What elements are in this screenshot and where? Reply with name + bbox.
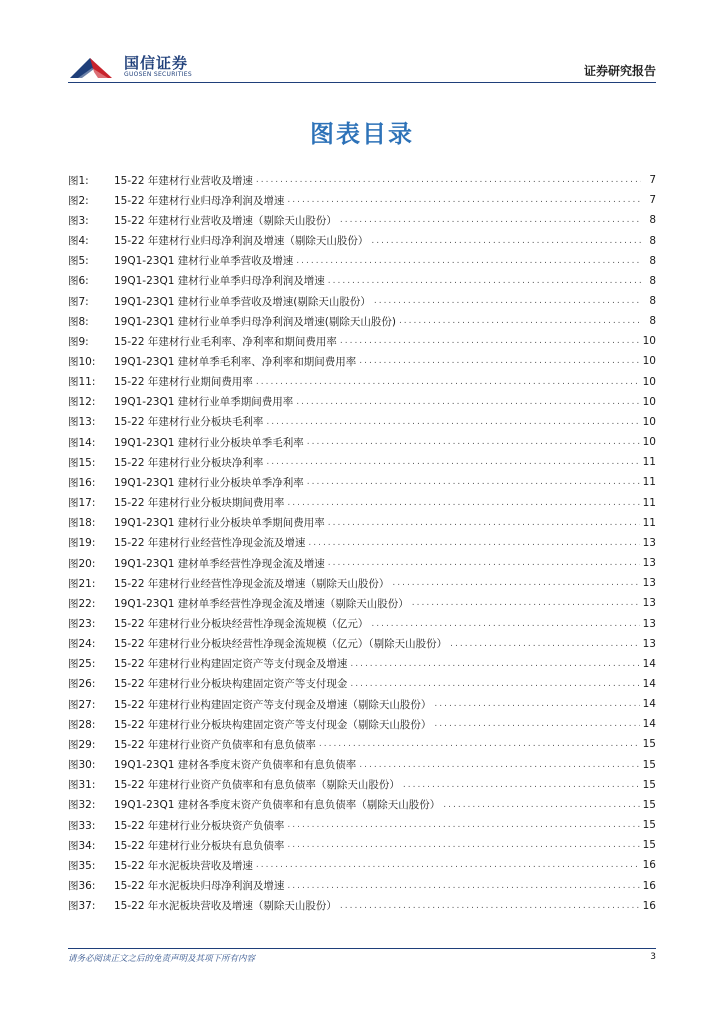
toc-entry-number: 图33: bbox=[68, 819, 96, 832]
toc-entry-title: 15-22 年建材行业构建固定资产等支付现金及增速（剔除天山股份） bbox=[114, 698, 432, 711]
toc-dot-leader bbox=[287, 840, 639, 850]
toc-entry[interactable] bbox=[68, 392, 656, 412]
toc-entry-title: 15-22 年建材行业归母净利润及增速（剔除天山股份） bbox=[114, 235, 369, 248]
toc-entry[interactable] bbox=[68, 493, 656, 513]
header-divider bbox=[68, 82, 656, 83]
toc-entry-title: 15-22 年建材行业营收及增速 bbox=[114, 174, 253, 187]
toc-entry-page: 8 bbox=[649, 315, 656, 328]
page-header bbox=[68, 50, 656, 84]
toc-entry[interactable] bbox=[68, 190, 656, 210]
toc-entry-title: 15-22 年建材行业分板块经营性净现金流规模（亿元）（剔除天山股份） bbox=[114, 638, 448, 651]
toc-entry-number: 图15: bbox=[68, 456, 96, 469]
toc-dot-leader bbox=[450, 639, 640, 649]
toc-entry-page: 11 bbox=[642, 496, 656, 509]
toc-entry-page: 8 bbox=[649, 254, 656, 267]
toc-entry-title: 15-22 年建材行业分板块有息负债率 bbox=[114, 839, 285, 852]
toc-dot-leader bbox=[287, 195, 641, 205]
guosen-logo-icon bbox=[68, 52, 122, 82]
footer-divider bbox=[68, 948, 656, 949]
toc-entry[interactable] bbox=[68, 896, 656, 916]
toc-entry[interactable] bbox=[68, 513, 656, 533]
toc-entry-page: 13 bbox=[642, 557, 656, 570]
toc-dot-leader bbox=[359, 356, 639, 366]
toc-dot-leader bbox=[328, 558, 640, 568]
toc-entry-title: 15-22 年建材行业资产负债率和有息负债率（剔除天山股份） bbox=[114, 779, 400, 792]
toc-entry-page: 16 bbox=[642, 859, 656, 872]
toc-entry-page: 15 bbox=[642, 738, 656, 751]
toc-entry[interactable] bbox=[68, 875, 656, 895]
toc-entry[interactable] bbox=[68, 291, 656, 311]
toc-entry-number: 图18: bbox=[68, 517, 96, 530]
toc-entry[interactable] bbox=[68, 452, 656, 472]
toc-entry-title: 19Q1-23Q1 建材行业分板块单季净利率 bbox=[114, 476, 304, 489]
toc-entry-number: 图27: bbox=[68, 698, 96, 711]
toc-entry-number: 图12: bbox=[68, 396, 96, 409]
toc-entry[interactable] bbox=[68, 815, 656, 835]
toc-entry-title: 19Q1-23Q1 建材行业单季期间费用率 bbox=[114, 396, 294, 409]
toc-entry-number: 图13: bbox=[68, 416, 96, 429]
logo-english-name: GUOSEN SECURITIES bbox=[124, 71, 193, 78]
toc-entry-number: 图9: bbox=[68, 335, 89, 348]
toc-entry-page: 11 bbox=[642, 456, 656, 469]
toc-dot-leader bbox=[412, 598, 640, 608]
toc-entry-page: 13 bbox=[642, 536, 656, 549]
toc-entry-page: 14 bbox=[642, 657, 656, 670]
toc-dot-leader bbox=[371, 236, 641, 246]
toc-entry-number: 图34: bbox=[68, 839, 96, 852]
toc-dot-leader bbox=[266, 417, 639, 427]
toc-entry-page: 10 bbox=[642, 335, 656, 348]
toc-entry[interactable] bbox=[68, 331, 656, 351]
toc-entry-number: 图22: bbox=[68, 597, 96, 610]
toc-entry-title: 15-22 年建材行业分板块资产负债率 bbox=[114, 819, 285, 832]
toc-entry-title: 15-22 年建材行业经营性净现金流及增速（剔除天山股份） bbox=[114, 577, 390, 590]
toc-entry[interactable] bbox=[68, 593, 656, 613]
toc-dot-leader bbox=[296, 256, 641, 266]
toc-entry-title: 15-22 年水泥板块营收及增速（剔除天山股份） bbox=[114, 900, 337, 913]
toc-entry-page: 10 bbox=[642, 355, 656, 368]
toc-dot-leader bbox=[307, 477, 640, 487]
toc-entry-page: 7 bbox=[649, 194, 656, 207]
toc-entry[interactable] bbox=[68, 553, 656, 573]
toc-entry[interactable] bbox=[68, 210, 656, 230]
toc-entry-number: 图20: bbox=[68, 557, 96, 570]
toc-entry[interactable] bbox=[68, 855, 656, 875]
toc-dot-leader bbox=[340, 901, 640, 911]
toc-entry-number: 图25: bbox=[68, 658, 96, 671]
toc-entry[interactable] bbox=[68, 714, 656, 734]
guosen-logo bbox=[68, 52, 208, 82]
toc-entry-title: 19Q1-23Q1 建材各季度末资产负债率和有息负债率（剔除天山股份） bbox=[114, 799, 441, 812]
toc-entry[interactable] bbox=[68, 533, 656, 553]
toc-entry-page: 15 bbox=[642, 839, 656, 852]
toc-dot-leader bbox=[392, 578, 639, 588]
toc-entry-number: 图37: bbox=[68, 900, 96, 913]
toc-entry-page: 15 bbox=[642, 778, 656, 791]
toc-entry-number: 图28: bbox=[68, 718, 96, 731]
toc-entry[interactable] bbox=[68, 412, 656, 432]
toc-entry-number: 图5: bbox=[68, 255, 89, 268]
toc-entry-number: 图31: bbox=[68, 779, 96, 792]
toc-dot-leader bbox=[350, 659, 639, 669]
toc-entry-title: 19Q1-23Q1 建材各季度末资产负债率和有息负债率 bbox=[114, 759, 357, 772]
toc-dot-leader bbox=[359, 760, 639, 770]
toc-entry-page: 8 bbox=[649, 295, 656, 308]
toc-dot-leader bbox=[374, 296, 641, 306]
report-type-label: 证券研究报告 bbox=[583, 64, 656, 78]
toc-dot-leader bbox=[328, 518, 640, 528]
toc-entry-page: 8 bbox=[649, 274, 656, 287]
toc-entry-title: 19Q1-23Q1 建材行业单季归母净利润及增速(剔除天山股份) bbox=[114, 315, 396, 328]
toc-entry-number: 图21: bbox=[68, 577, 96, 590]
toc-entry-title: 19Q1-23Q1 建材行业分板块单季期间费用率 bbox=[114, 517, 325, 530]
toc-entry-page: 10 bbox=[642, 415, 656, 428]
toc-dot-leader bbox=[287, 881, 639, 891]
toc-entry-number: 图14: bbox=[68, 436, 96, 449]
toc-dot-leader bbox=[340, 215, 641, 225]
toc-entry-number: 图35: bbox=[68, 859, 96, 872]
toc-entry-page: 13 bbox=[642, 637, 656, 650]
toc-entry[interactable] bbox=[68, 230, 656, 250]
toc-entry-number: 图3: bbox=[68, 214, 89, 227]
toc-dot-leader bbox=[256, 377, 640, 387]
toc-entry-page: 10 bbox=[642, 395, 656, 408]
toc-entry-number: 图6: bbox=[68, 275, 89, 288]
toc-entry-number: 图16: bbox=[68, 476, 96, 489]
toc-entry[interactable] bbox=[68, 835, 656, 855]
toc-entry-title: 15-22 年建材行业分板块构建固定资产等支付现金 bbox=[114, 678, 348, 691]
toc-entry-page: 16 bbox=[642, 879, 656, 892]
toc-entry-number: 图10: bbox=[68, 355, 96, 368]
toc-entry-title: 19Q1-23Q1 建材单季经营性净现金流及增速（剔除天山股份） bbox=[114, 597, 409, 610]
toc-entry[interactable] bbox=[68, 432, 656, 452]
toc-entry-page: 14 bbox=[642, 718, 656, 731]
toc-dot-leader bbox=[340, 336, 640, 346]
toc-entry-title: 15-22 年建材行业期间费用率 bbox=[114, 376, 253, 389]
toc-entry-number: 图32: bbox=[68, 799, 96, 812]
toc-entry-page: 10 bbox=[642, 436, 656, 449]
toc-dot-leader bbox=[307, 437, 640, 447]
toc-entry-title: 15-22 年水泥板块营收及增速 bbox=[114, 859, 253, 872]
toc-entry-title: 15-22 年建材行业归母净利润及增速 bbox=[114, 194, 285, 207]
toc-entry-number: 图23: bbox=[68, 618, 96, 631]
page-number: 3 bbox=[650, 952, 656, 962]
toc-entry-title: 15-22 年水泥板块归母净利润及增速 bbox=[114, 880, 285, 893]
toc-entry-title: 15-22 年建材行业分板块经营性净现金流规模（亿元） bbox=[114, 618, 369, 631]
toc-entry-title: 19Q1-23Q1 建材单季毛利率、净利率和期间费用率 bbox=[114, 355, 357, 368]
toc-entry[interactable] bbox=[68, 775, 656, 795]
toc-entry-page: 14 bbox=[642, 698, 656, 711]
toc-entry-title: 15-22 年建材行业经营性净现金流及增速 bbox=[114, 537, 306, 550]
toc-entry-title: 15-22 年建材行业分板块净利率 bbox=[114, 456, 264, 469]
toc-entry-title: 15-22 年建材行业营收及增速（剔除天山股份） bbox=[114, 214, 337, 227]
toc-entry-page: 13 bbox=[642, 597, 656, 610]
toc-entry[interactable] bbox=[68, 271, 656, 291]
toc-dot-leader bbox=[350, 679, 639, 689]
toc-entry[interactable] bbox=[68, 694, 656, 714]
toc-dot-leader bbox=[371, 619, 639, 629]
toc-entry-number: 图24: bbox=[68, 638, 96, 651]
toc-entry-page: 13 bbox=[642, 577, 656, 590]
toc-entry[interactable] bbox=[68, 372, 656, 392]
toc-entry-number: 图19: bbox=[68, 537, 96, 550]
toc-entry-page: 7 bbox=[649, 174, 656, 187]
toc-entry-page: 13 bbox=[642, 617, 656, 630]
toc-entry[interactable] bbox=[68, 755, 656, 775]
toc-entry-title: 19Q1-23Q1 建材行业单季营收及增速(剔除天山股份） bbox=[114, 295, 371, 308]
toc-dot-leader bbox=[434, 719, 639, 729]
toc-entry[interactable] bbox=[68, 311, 656, 331]
toc-entry-title: 15-22 年建材行业毛利率、净利率和期间费用率 bbox=[114, 335, 337, 348]
toc-entry-page: 11 bbox=[642, 516, 656, 529]
toc-entry[interactable] bbox=[68, 170, 656, 190]
logo-chinese-name: 国信证券 bbox=[124, 54, 189, 72]
toc-entry-number: 图26: bbox=[68, 678, 96, 691]
toc-dot-leader bbox=[308, 538, 639, 548]
toc-entry-number: 图11: bbox=[68, 376, 96, 389]
toc-entry-title: 15-22 年建材行业构建固定资产等支付现金及增速 bbox=[114, 658, 348, 671]
toc-entry-number: 图29: bbox=[68, 738, 96, 751]
toc-dot-leader bbox=[296, 397, 639, 407]
toc-entry-number: 图2: bbox=[68, 194, 89, 207]
toc-entry-number: 图4: bbox=[68, 235, 89, 248]
toc-dot-leader bbox=[287, 498, 639, 508]
toc-entry-title: 19Q1-23Q1 建材行业单季营收及增速 bbox=[114, 255, 294, 268]
toc-dot-leader bbox=[287, 820, 639, 830]
toc-entry-page: 15 bbox=[642, 819, 656, 832]
toc-dot-leader bbox=[328, 276, 641, 286]
toc-entry-page: 11 bbox=[642, 476, 656, 489]
toc-entry-number: 图36: bbox=[68, 880, 96, 893]
toc-entry[interactable] bbox=[68, 734, 656, 754]
toc-entry-page: 10 bbox=[642, 375, 656, 388]
toc-entry[interactable] bbox=[68, 251, 656, 271]
toc-dot-leader bbox=[266, 457, 639, 467]
toc-entry-page: 15 bbox=[642, 758, 656, 771]
toc-entry-page: 16 bbox=[642, 899, 656, 912]
toc-dot-leader bbox=[256, 860, 640, 870]
toc-entry[interactable] bbox=[68, 654, 656, 674]
toc-entry-number: 图1: bbox=[68, 174, 89, 187]
toc-entry[interactable] bbox=[68, 613, 656, 633]
toc-entry-number: 图8: bbox=[68, 315, 89, 328]
toc-dot-leader bbox=[434, 699, 639, 709]
toc-entry-page: 15 bbox=[642, 798, 656, 811]
toc-entry-page: 8 bbox=[649, 234, 656, 247]
toc-dot-leader bbox=[399, 316, 641, 326]
toc-dot-leader bbox=[256, 175, 641, 185]
toc-entry[interactable] bbox=[68, 573, 656, 593]
toc-entry[interactable] bbox=[68, 634, 656, 654]
toc-entry[interactable] bbox=[68, 795, 656, 815]
toc-dot-leader bbox=[403, 780, 640, 790]
toc-entry-title: 15-22 年建材行业分板块构建固定资产等支付现金（剔除天山股份） bbox=[114, 718, 432, 731]
toc-entry-title: 19Q1-23Q1 建材行业分板块单季毛利率 bbox=[114, 436, 304, 449]
toc-entry-page: 14 bbox=[642, 677, 656, 690]
toc-entry[interactable] bbox=[68, 351, 656, 371]
toc-entry-number: 图7: bbox=[68, 295, 89, 308]
toc-entry-title: 19Q1-23Q1 建材单季经营性净现金流及增速 bbox=[114, 557, 325, 570]
toc-entry[interactable] bbox=[68, 472, 656, 492]
toc-dot-leader bbox=[319, 739, 640, 749]
toc-entry[interactable] bbox=[68, 674, 656, 694]
toc-entry-title: 15-22 年建材行业分板块期间费用率 bbox=[114, 497, 285, 510]
toc-entry-number: 图17: bbox=[68, 497, 96, 510]
toc-entry-title: 15-22 年建材行业分板块毛利率 bbox=[114, 416, 264, 429]
toc-entry-title: 15-22 年建材行业资产负债率和有息负债率 bbox=[114, 738, 316, 751]
toc-dot-leader bbox=[443, 800, 639, 810]
toc-entry-number: 图30: bbox=[68, 759, 96, 772]
page-title: 图表目录 bbox=[310, 120, 414, 148]
toc-entry-title: 19Q1-23Q1 建材行业单季归母净利润及增速 bbox=[114, 275, 325, 288]
disclaimer-note: 请务必阅读正文之后的免责声明及其项下所有内容 bbox=[68, 954, 256, 964]
figure-index-list bbox=[68, 170, 656, 916]
toc-entry-page: 8 bbox=[649, 214, 656, 227]
